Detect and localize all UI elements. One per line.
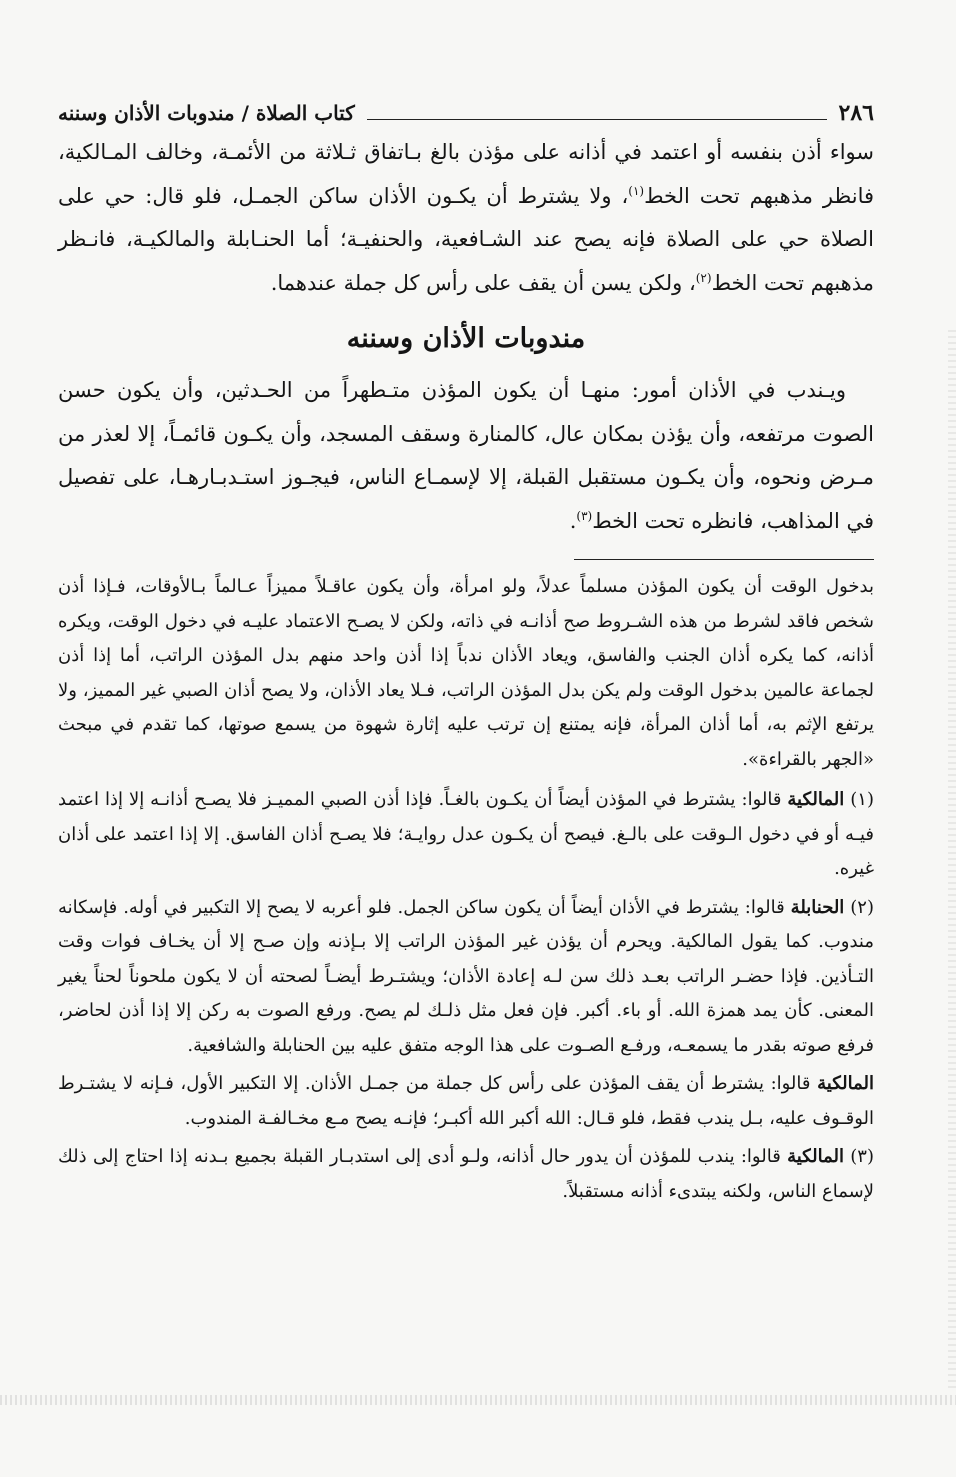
main-paragraph-2-part-a: ويـندب في الأذان أمور: منهـا أن يكون المؤذن متـطهراً من الحـدثين، وأن يكون حسن الصوت مرتفعه، وأن يؤذن بمكان عال، كالمنارة وسقف المسجد، وأن يكـون قائمـاً، إلا لعذر من مـرض ونحوه، وأن يكـون مستقبل القبلة، إلا لإسمـاع الناس، فيجـوز استـدبـارهـا، على تفصيل في المذاهب، فانظره تحت الخط bbox=[58, 378, 874, 533]
footnote-1-label: (١) bbox=[850, 789, 874, 810]
scan-edge-pattern bbox=[948, 330, 956, 1390]
footnote-ref-1: (١) bbox=[628, 183, 645, 198]
footnote-3-text: قالوا: يندب للمؤذن أن يدور حال أذانه، ولـو أدى إلى استدبـار القبلة بجميع بـدنه إذا احتاج إلى ذلك لإسماع الناس، ولكنه يبتدىء أذانه مستقبلاً. bbox=[58, 1146, 874, 1202]
main-paragraph-1-part-b: ، ولا يشترط أن يكـون الأذان ساكن الجمـل، فلو قال: حي على الصلاة حي على الصلاة فإنه يصح عند الشـافعية، والحنفيـة؛ أما الحنـابلة والمالكيـة، فانـظر مذهبهم تحت الخط bbox=[58, 183, 874, 295]
footnote-2-school: الحنابلة bbox=[790, 896, 845, 918]
footnote-2b-text: قالوا: يشترط أن يقف المؤذن على رأس كل جملة من جمـل الأذان. إلا التكبير الأول، فـإنه لا يشتـرط الوقـوف عليه، بـل يندب فقط، فلو قـال: الله أكبر الله أكبـر؛ فإنـه يصح مـع مخـالفـة المندوب. bbox=[58, 1073, 874, 1129]
page-header bbox=[58, 95, 874, 131]
scan-bottom-pattern bbox=[0, 1395, 956, 1405]
footnote-3-school: المالكية bbox=[787, 1146, 844, 1167]
main-paragraph-1-part-a: سواء أذن بنفسه أو اعتمد في أذانه على مؤذن بالغ بـاتفاق ثـلاثة من الأئمـة، وخالف المـالكية، فانظر مذهبهم تحت الخط bbox=[58, 140, 875, 208]
footnote-ref-2: (٢) bbox=[695, 270, 712, 285]
footnote-1 bbox=[58, 783, 874, 887]
main-paragraph-2-part-b: . bbox=[569, 508, 577, 533]
section-title: مندوبات الأذان وسننه bbox=[346, 323, 586, 354]
page-number: ٢٨٦ bbox=[838, 100, 874, 126]
footnote-ref-3: (٣) bbox=[576, 508, 593, 523]
footnote-3-label: (٣) bbox=[850, 1146, 874, 1167]
header-rule bbox=[367, 119, 827, 120]
footnote-continuation: بدخول الوقت أن يكون المؤذن مسلماً عدلاً، ولو امرأة، وأن يكون عاقـلاً مميزاً عـالماً بـالأوقات، فـإذا أذن شخص فاقد لشرط من هذه الشـروط صح أذانـه في ذاته، ولكن لا يصـح الاعتماد عليـه في دخول الوقت، ويكره أذانه، كما يكره أذان الجنب والفاسق، ويعاد الأذان ندباً إذا أذن واحد منهم بدل المؤذن الراتب، أما إذا أذن لجماعة عالمين بدخول الوقت ولم يكن بدل المؤذن الراتب، فـلا يعاد الأذان، ولا يصح أذان الصبي غير المميز، ولا يرتفع الإثم به، أما أذان المرأة، فإنه يمتنع إن ترتب عليه إثارة شهوة من يسمع صوتها، كما تقدم في مبحث «الجهر بالقراءة». bbox=[58, 576, 874, 770]
footnote-1-text: قالوا: يشترط في المؤذن أيضاً أن يكـون بالغـاً. فإذا أذن الصبي المميـز فلا يصـح أذانـه إلا إذا اعتمد فيـه أو في دخول الـوقت على بالـغ. فيصح أن يكـون عدل روايـة؛ فلا يصـح أذان الفاسق. إلا إذا اعتمد على أذان غيره. bbox=[58, 789, 874, 879]
footnote-2-maliki bbox=[58, 1067, 874, 1136]
footnote-2-text: قالوا: يشترط في الأذان أيضاً أن يكون ساكن الجمل. فلو أعربه لا يصح إلا التكبير في أوله. فإسكانه مندوب. كما يقول المالكية. ويحرم أن يؤذن غير المؤذن الراتب إلا بـإذنه وإن صـح إلا أن يخـاف فوات وقت التـأذين. فإذا حضـر الراتب بعـد ذلك سن لـه إعادة الأذان؛ ويشتـرط أيضـاً لصحته أن لا يكون ملحوناً لحناً يغير المعنى. كأن يمد همزة الله. أو باء. أكبر. فإن فعل مثل ذلـك لم يصح. ورفع الصوت به ركن إلا إذا أذن لحاضر، فرفع صوته بقدر ما يسمعـه، ورفـع الصـوت على هذا الوجه متفق عليه بين الحنابلة والشافعية. bbox=[58, 896, 875, 1056]
footnote-separator bbox=[574, 559, 874, 560]
footnote-2b-school: المالكية bbox=[817, 1073, 874, 1094]
footnote-2-label: (٢) bbox=[850, 896, 874, 918]
main-paragraph-2 bbox=[58, 369, 874, 543]
running-title: كتاب الصلاة / مندوبات الأذان وسننه bbox=[58, 101, 355, 125]
footnote-3 bbox=[58, 1140, 874, 1209]
footnote-2 bbox=[58, 891, 874, 1064]
main-paragraph-1 bbox=[58, 131, 874, 305]
footnote-1-school: المالكية bbox=[787, 789, 845, 810]
book-page bbox=[58, 95, 874, 1213]
main-paragraph-1-part-c: ، ولكن يسن أن يقف على رأس كل جملة عندهما. bbox=[270, 270, 696, 295]
